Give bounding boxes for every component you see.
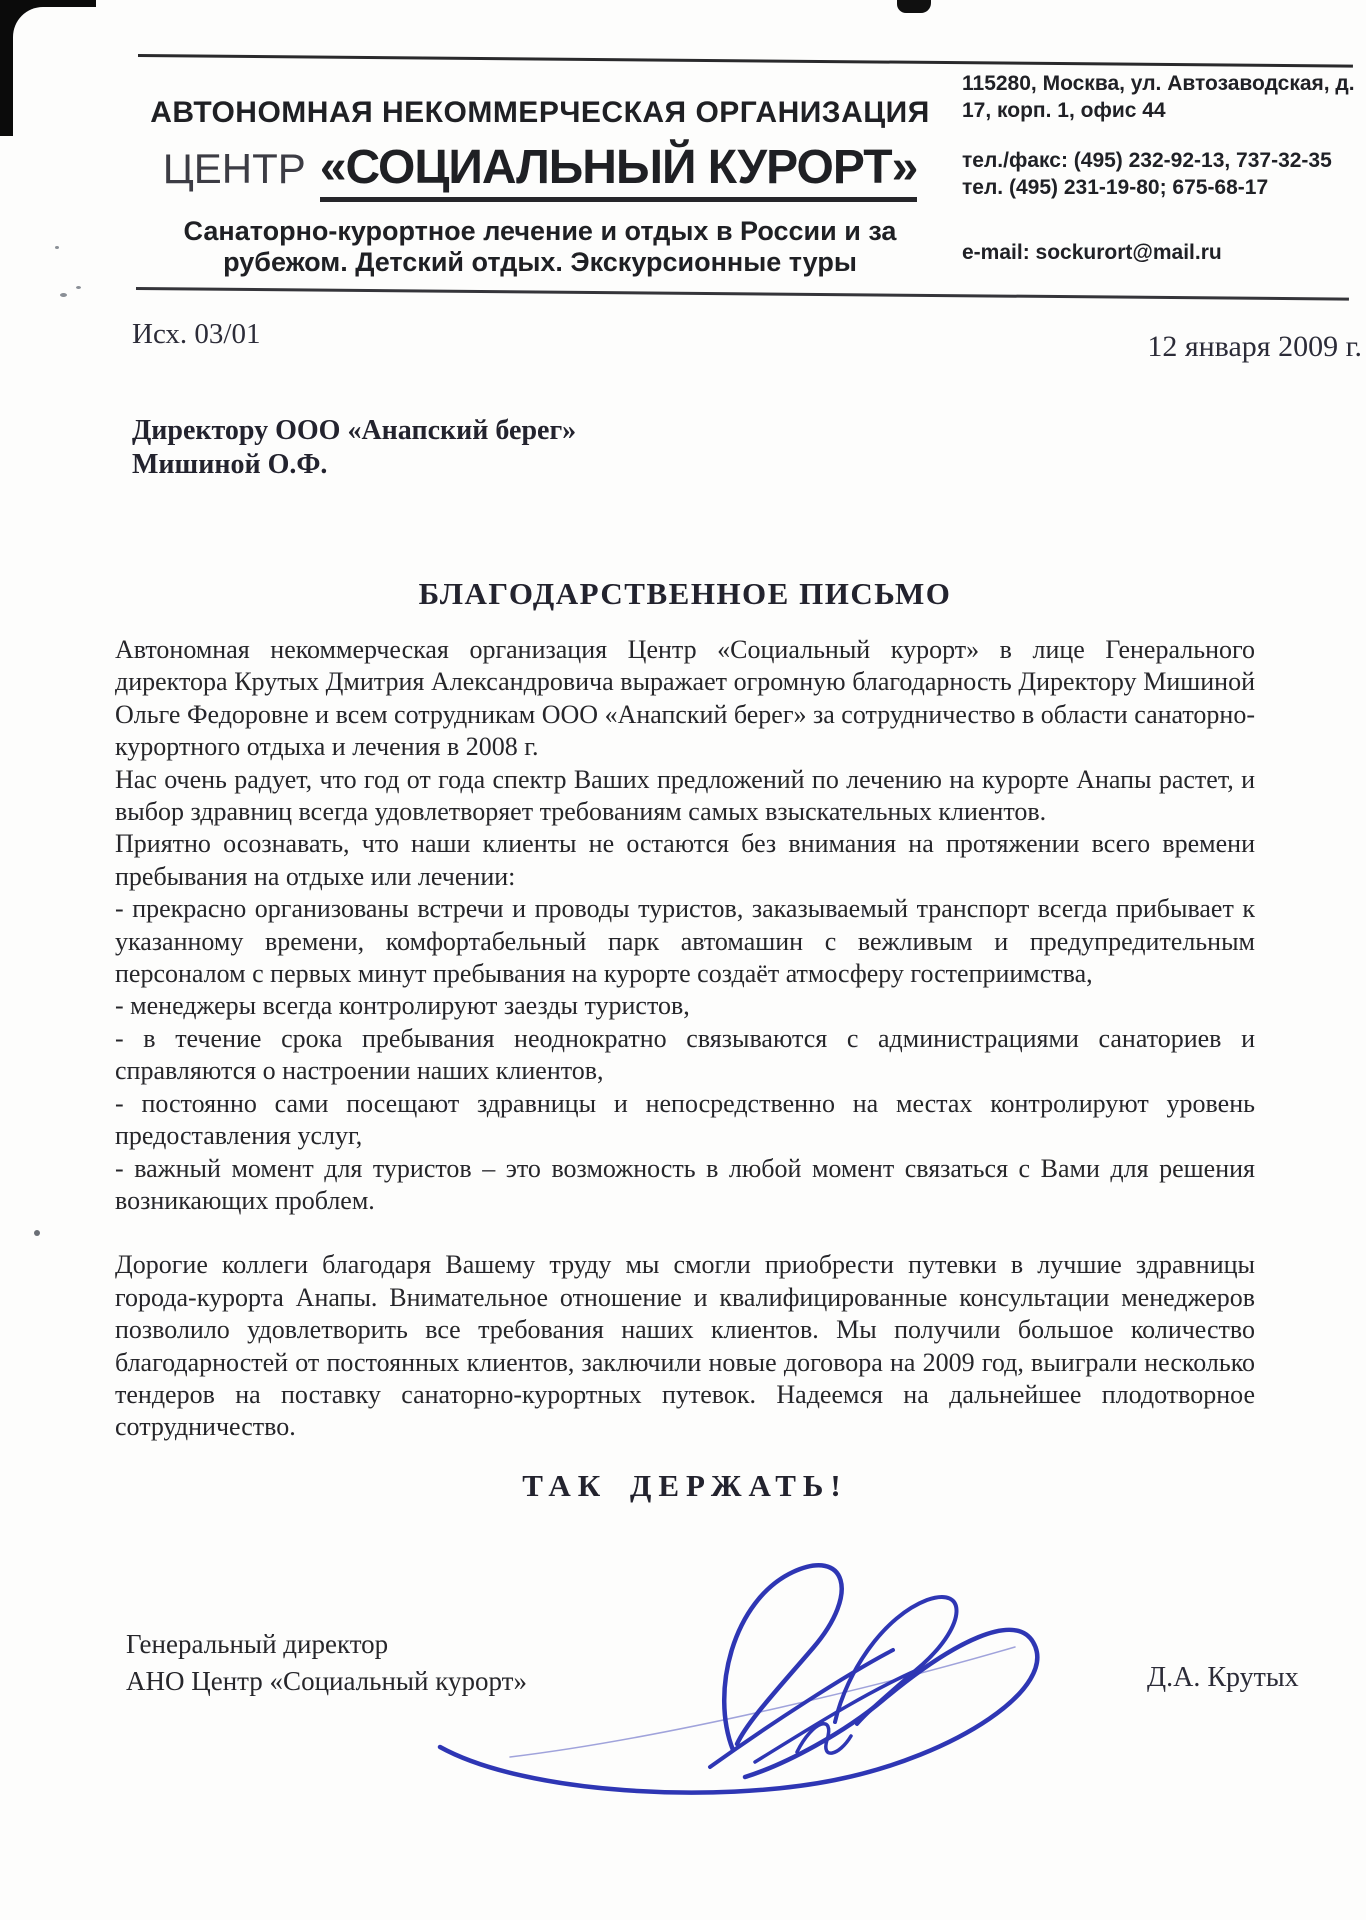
org-phone: тел. (495) 231-19-80; 675-68-17 — [962, 176, 1269, 199]
letterhead-bottom-rule — [136, 287, 1349, 301]
signatory-position-line2: АНО Центр «Социальный курорт» — [126, 1666, 527, 1696]
letter-paragraph: - прекрасно организованы встречи и проводы туристов, заказываемый транспорт всегда прибывает к указанному времени, комфортабельный парк автомашин с вежливым и предупредительным персоналом с первых минут пребывания на курорте создаёт атмосферу гостеприимства, — [115, 894, 1255, 989]
addressee-block — [132, 414, 576, 482]
letterhead-top-rule — [138, 54, 1353, 68]
org-address — [962, 70, 1362, 124]
outgoing-number: Исх. 03/01 — [132, 318, 261, 350]
org-address-line2: 17, корп. 1, офис 44 — [962, 99, 1166, 122]
org-phones — [962, 147, 1362, 201]
letter-paragraph: Приятно осознавать, что наши клиенты не остаются без внимания на протяжении всего времени пребывания на отдыхе или лечении: — [115, 829, 1255, 891]
letter-date: 12 января 2009 г. — [1147, 330, 1362, 363]
org-name-line — [150, 140, 930, 202]
addressee-line2: Мишиной О.Ф. — [132, 449, 328, 480]
org-phone-fax: тел./факс: (495) 232-92-13, 737-32-35 — [962, 149, 1332, 172]
letter-closing: ТАК ДЕРЖАТЬ! — [522, 1468, 848, 1503]
scan-speck — [76, 286, 81, 289]
scan-artifact-blob — [897, 0, 931, 13]
org-tagline-line2: рубежом. Детский отдых. Экскурсионные туры — [223, 247, 857, 277]
signature-ink — [415, 1552, 1075, 1817]
letter-paragraph: Дорогие коллеги благодаря Вашему труду мы смогли приобрести путевки в лучшие здравницы города-курорта Анапы. Внимательное отношение и квалифицированные консультации менеджеров позволило удовлетворить все требования наших клиентов. Мы получили большое количество благодарностей от постоянных клиентов, заключили новые договора на 2009 год, выиграли несколько тендеров на поставку санаторно-курортных путевок. Надеемся на дальнейшее плодотворное сотрудничество. — [115, 1250, 1255, 1442]
letterhead-left-block — [150, 96, 930, 278]
signatory-name: Д.А. Крутых — [1147, 1662, 1299, 1693]
org-type-line: АВТОНОМНАЯ НЕКОММЕРЧЕСКАЯ ОРГАНИЗАЦИЯ — [150, 96, 930, 129]
paper-corner — [13, 7, 173, 167]
org-email: e-mail: sockurort@mail.ru — [962, 241, 1222, 264]
org-tagline-line1: Санаторно-курортное лечение и отдых в России и за — [183, 216, 897, 246]
org-name-prefix: ЦЕНТР — [162, 145, 306, 192]
org-tagline — [150, 216, 930, 278]
letter-paragraph: Нас очень радует, что год от года спектр Ваших предложений по лечению на курорте Анапы растет, и выбор здравниц всегда удовлетворяет требованиям самых взыскательных клиентов. — [115, 764, 1255, 827]
letter-paragraph: - менеджеры всегда контролируют заезды туристов, — [115, 991, 690, 1021]
letter-paragraph: - в течение срока пребывания неоднократно связываются с администрациями санаториев и справляются о настроении наших клиентов, — [115, 1023, 1255, 1086]
letter-paragraph: - постоянно сами посещают здравницы и непосредственно на местах контролируют уровень предоставления услуг, — [115, 1088, 1255, 1151]
letter-title: БЛАГОДАРСТВЕННОЕ ПИСЬМО — [418, 576, 952, 611]
scan-speck — [60, 293, 67, 297]
letter-paragraph: Автономная некоммерческая организация Центр «Социальный курорт» в лице Генерального директора Крутых Дмитрия Александровича выражает огромную благодарность Директору Мишиной Ольге Федоровне и всем сотрудникам ООО «Анапский берег» за сотрудничество в области санаторно-курортного отдыха и лечения в 2008 г. — [115, 635, 1255, 762]
org-name-title: «СОЦИАЛЬНЫЙ КУРОРТ» — [320, 140, 917, 202]
letterhead-contact-block — [962, 70, 1362, 266]
scan-speck — [34, 1230, 40, 1236]
letter-body — [115, 634, 1255, 1444]
addressee-line1: Директору ООО «Анапский берег» — [132, 415, 577, 446]
scan-speck — [55, 246, 59, 249]
letter-paragraph: - важный момент для туристов – это возможность в любой момент связаться с Вами для решения возникающих проблем. — [115, 1153, 1255, 1215]
signatory-position-line1: Генеральный директор — [126, 1629, 389, 1659]
org-address-line1: 115280, Москва, ул. Автозаводская, д. — [962, 72, 1355, 95]
